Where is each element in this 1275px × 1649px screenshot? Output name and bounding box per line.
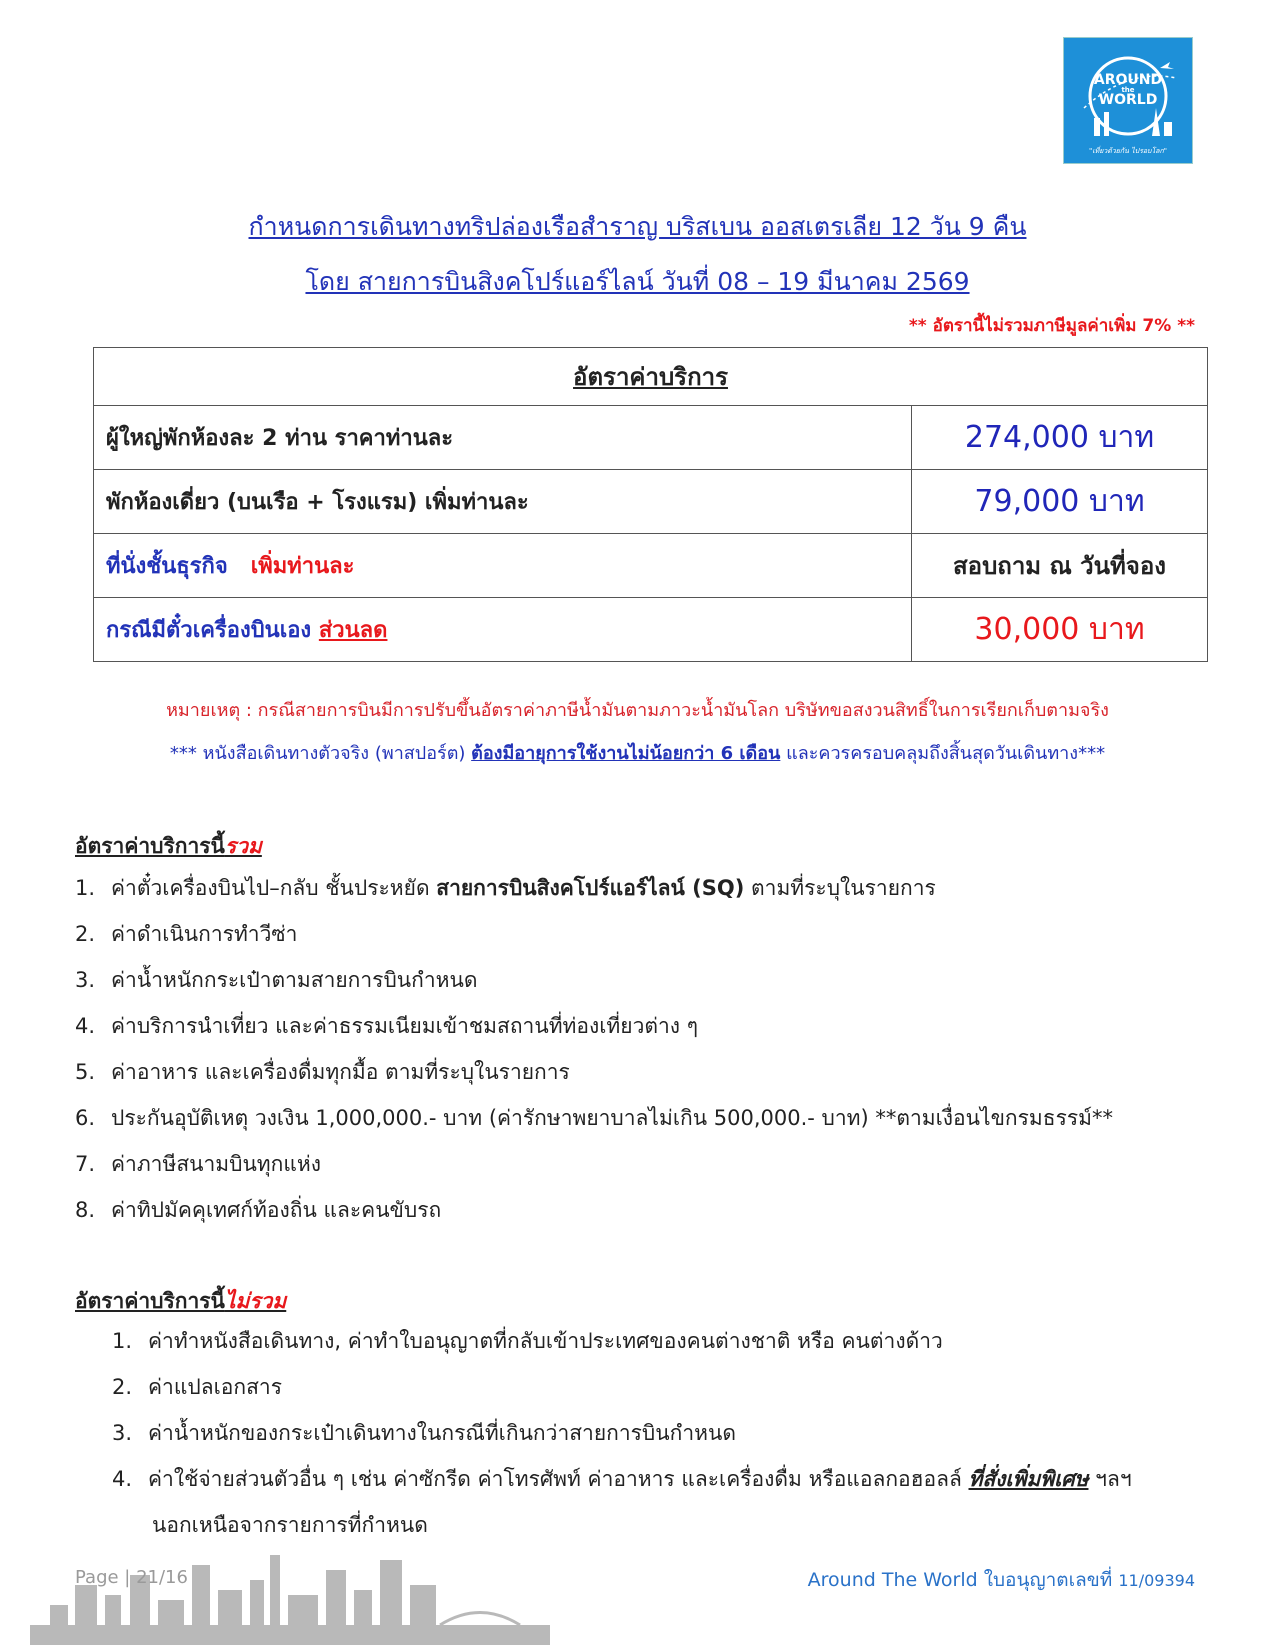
fuel-surcharge-note: หมายเหตุ : กรณีสายการบินมีการปรับขึ้นอัตราค่าภาษีน้ำมันตามภาวะน้ำมันโลก บริษัทขอสงวนสิทธิ์ในการเรียกเก็บตามจริง [166, 700, 1109, 721]
item-number: 2. [112, 1375, 133, 1399]
item-text: ค่าแปลเอกสาร [148, 1375, 282, 1399]
excluded-heading-text: อัตราค่าบริการนี้ [75, 1289, 225, 1313]
rate-label-extra: เพิ่มท่านละ [250, 554, 355, 579]
passport-note [0, 738, 1275, 767]
rate-label [94, 534, 912, 598]
license-footer [808, 1565, 1195, 1595]
included-heading-emph: รวม [224, 834, 262, 858]
trip-title: กำหนดการเดินทางทริปล่องเรือสำราญ บริสเบน ออสเตรเลีย 12 วัน 9 คืน [248, 212, 1027, 241]
excluded-heading-emph: ไม่รวม [224, 1289, 287, 1313]
trip-subtitle: โดย สายการบินสิงคโปร์แอร์ไลน์ วันที่ 08 – 19 มีนาคม 2569 [305, 267, 970, 296]
rate-row-own-ticket [94, 598, 1208, 662]
list-item [75, 1187, 1113, 1233]
list-item [112, 1364, 1132, 1410]
rate-label-main: ที่นั่งชั้นธุรกิจ [106, 554, 228, 579]
item-number: 5. [75, 1060, 96, 1084]
excluded-list [112, 1318, 1132, 1548]
item-text: ค่าทำหนังสือเดินทาง, ค่าทำใบอนุญาตที่กลับเข้าประเทศของคนต่างชาติ หรือ คนต่างด้าว [148, 1329, 943, 1353]
item-text: ค่าใช้จ่ายส่วนตัวอื่น ๆ เช่น ค่าซักรีด ค่าโทรศัพท์ ค่าอาหาร และเครื่องดื่ม หรือแอลกอฮอลล์ [148, 1467, 969, 1491]
list-item [112, 1318, 1132, 1364]
list-item [75, 957, 1113, 1003]
passport-note-a: *** หนังสือเดินทางตัวจริง (พาสปอร์ต) [169, 743, 466, 764]
list-item [75, 1095, 1113, 1141]
list-item [75, 865, 1113, 911]
license-number: 11/09394 [1118, 1571, 1195, 1590]
item-text: ค่าภาษีสนามบินทุกแห่ง [111, 1152, 321, 1176]
rate-value: 274,000 บาท [912, 406, 1208, 470]
logo-line-3: WORLD [1098, 92, 1158, 108]
company-logo [1063, 37, 1193, 164]
item-number: 1. [112, 1329, 133, 1353]
item-text-end: ฯลฯ [1088, 1467, 1132, 1491]
passport-note-b: ต้องมีอายุการใช้งานไม่น้อยกว่า 6 เดือน [471, 743, 781, 764]
company-name: Around The World [807, 1569, 978, 1591]
item-emph: ที่สั่งเพิ่มพิเศษ [968, 1467, 1089, 1491]
rate-row-adult [94, 406, 1208, 470]
item-number: 4. [112, 1467, 133, 1491]
item-number: 2. [75, 922, 96, 946]
excluded-heading [75, 1285, 286, 1318]
item-number: 3. [75, 968, 96, 992]
page-number: Page | 21/16 [75, 1567, 188, 1588]
included-heading [75, 830, 262, 863]
passport-note-c: และควรครอบคลุมถึงสิ้นสุดวันเดินทาง*** [786, 743, 1106, 764]
rate-value: 30,000 บาท [912, 598, 1208, 662]
item-number: 3. [112, 1421, 133, 1445]
rate-label [94, 598, 912, 662]
list-item [75, 911, 1113, 957]
item-bold: สายการบินสิงคโปร์แอร์ไลน์ (SQ) [436, 876, 745, 900]
rate-label-main: กรณีมีตั๋วเครื่องบินเอง [106, 618, 312, 643]
rate-label: ผู้ใหญ่พักห้องละ 2 ท่าน ราคาท่านละ [94, 406, 912, 470]
logo-line-2: the [1121, 86, 1135, 94]
included-list [75, 865, 1113, 1233]
license-label: ใบอนุญาตเลขที่ [977, 1569, 1119, 1591]
item-text: ประกันอุบัติเหตุ วงเงิน 1,000,000.- บาท (ค่ารักษาพยาบาลไม่เกิน 500,000.- บาท) **ตามเงื่อนไขกรมธรรม์** [111, 1106, 1113, 1130]
rate-value: สอบถาม ณ วันที่จอง [912, 534, 1208, 598]
list-item [75, 1003, 1113, 1049]
list-item-continuation: นอกเหนือจากรายการที่กำหนด [152, 1513, 428, 1537]
item-number: 7. [75, 1152, 96, 1176]
rates-header: อัตราค่าบริการ [94, 348, 1208, 406]
logo-line-1: AROUND [1093, 72, 1163, 88]
item-text: ค่าน้ำหนักกระเป๋าตามสายการบินกำหนด [111, 968, 478, 992]
item-text: ค่าบริการนำเที่ยว และค่าธรรมเนียมเข้าชมสถานที่ท่องเที่ยวต่าง ๆ [111, 1014, 699, 1038]
rate-label-discount: ส่วนลด [318, 618, 388, 643]
rates-table [93, 347, 1208, 662]
item-number: 6. [75, 1106, 96, 1130]
list-item [75, 1141, 1113, 1187]
item-number: 1. [75, 876, 96, 900]
item-text-end: ตามที่ระบุในรายการ [744, 876, 936, 900]
rate-label: พักห้องเดี่ยว (บนเรือ + โรงแรม) เพิ่มท่านละ [94, 470, 912, 534]
item-number: 8. [75, 1198, 96, 1222]
vat-note: ** อัตรานี้ไม่รวมภาษีมูลค่าเพิ่ม 7% ** [908, 316, 1195, 336]
list-item [112, 1410, 1132, 1456]
rate-value: 79,000 บาท [912, 470, 1208, 534]
list-item [112, 1456, 1132, 1502]
rates-header-row [94, 348, 1208, 406]
item-number: 4. [75, 1014, 96, 1038]
item-text: ค่าน้ำหนักของกระเป๋าเดินทางในกรณีที่เกินกว่าสายการบินกำหนด [148, 1421, 736, 1445]
item-text: ค่าทิปมัคคุเทศก์ท้องถิ่น และคนขับรถ [111, 1198, 442, 1222]
logo-tagline: "เที่ยวด้วยกัน ไปรอบโลก" [1089, 147, 1167, 155]
item-text: ค่าตั๋วเครื่องบินไป–กลับ ชั้นประหยัด [111, 876, 437, 900]
rate-row-single [94, 470, 1208, 534]
rate-row-business [94, 534, 1208, 598]
city-skyline-icon [30, 1545, 550, 1645]
list-item [75, 1049, 1113, 1095]
item-text: ค่าดำเนินการทำวีซ่า [111, 922, 298, 946]
included-heading-text: อัตราค่าบริการนี้ [75, 834, 225, 858]
item-text: ค่าอาหาร และเครื่องดื่มทุกมื้อ ตามที่ระบุในรายการ [111, 1060, 570, 1084]
